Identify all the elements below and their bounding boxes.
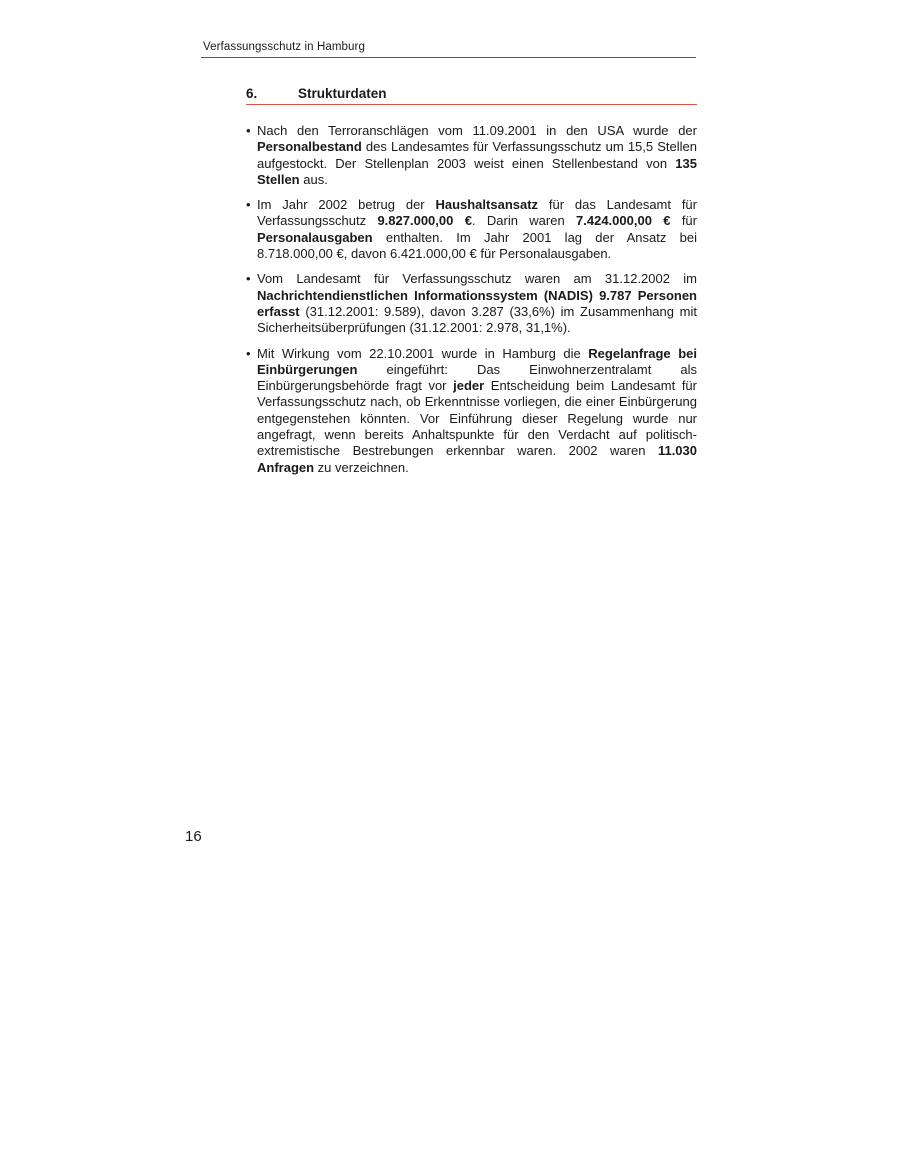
- bullet-text: (31.12.2001: 9.589), davon 3.287 (33,6%) im Zusammenhang mit Sicherheitsüberprüfungen (31.12.2001: 2.978, 31,1%).: [257, 303, 697, 336]
- bullet-text: des Landesamtes für Verfassungsschutz um 15,5 Stellen aufgestockt. Der Stellenplan 2003 weist einen Stellenbestand von: [257, 139, 697, 171]
- bullet-emphasis: 11.030 Anfragen: [257, 443, 697, 475]
- page-number: 16: [185, 828, 202, 845]
- bullet-nadis: [246, 271, 697, 336]
- bullet-emphasis: Nachrichtendienstlichen Informationssystem (NADIS) 9.787 Personen erfasst: [257, 287, 697, 319]
- bullet-dot: •: [246, 345, 251, 361]
- bullet-dot: •: [246, 197, 251, 213]
- bullet-text: Entscheidung beim Landesamt für Verfassungsschutz nach, ob Erkenntnisse vorliegen, die einer Einbürgerung entgegenstehen könnten. Vor Einführung dieser Regelung wurde nur angefragt, wenn bereits Anhaltspunkte für den Verdacht auf politisch-extremistische Bestrebungen erkennbar waren. 2002 waren: [257, 378, 697, 459]
- bullet-dot: •: [246, 123, 251, 138]
- bullet-text: für: [670, 213, 697, 229]
- bullet-text: Im Jahr 2002 betrug der: [257, 197, 436, 213]
- bullet-personalbestand: [246, 123, 697, 188]
- bullet-text: enthalten. Im Jahr 2001 lag der Ansatz bei 8.718.000,00 €, davon 6.421.000,00 € für Personalausgaben.: [257, 229, 697, 262]
- bullet-text: Mit Wirkung vom 22.10.2001 wurde in Hamburg die: [257, 345, 589, 361]
- bullet-text: eingeführt: Das Einwohnerzentralamt als Einbürgerungsbehörde fragt vor: [257, 361, 697, 394]
- running-header: Verfassungsschutz in Hamburg: [203, 41, 365, 53]
- bullet-text: für das Landesamt für Verfassungsschutz: [257, 197, 697, 229]
- section-title: Strukturdaten: [298, 86, 387, 101]
- bullet-emphasis: Haushaltsansatz: [435, 197, 539, 213]
- bullet-emphasis: 135 Stellen: [257, 155, 697, 187]
- bullet-regelanfrage: [246, 346, 697, 476]
- section-number: 6.: [246, 86, 258, 101]
- header-rule: [201, 57, 696, 58]
- bullet-dot: •: [246, 271, 251, 287]
- bullet-text: . Darin waren: [471, 213, 577, 229]
- bullet-emphasis: Regelanfrage bei Einbürgerungen: [257, 345, 697, 377]
- bullet-emphasis: Personalausgaben: [257, 229, 373, 245]
- section-rule: [246, 104, 697, 105]
- bullet-text: Vom Landesamt für Verfassungsschutz waren am 31.12.2002 im: [257, 271, 697, 287]
- bullet-emphasis: 7.424.000,00 €: [576, 213, 671, 229]
- bullet-text: zu verzeichnen.: [314, 459, 409, 475]
- bullet-emphasis: jeder: [453, 378, 485, 394]
- bullet-emphasis: Personalbestand: [257, 139, 362, 155]
- bullet-emphasis: 9.827.000,00 €: [377, 213, 472, 229]
- bullet-list: [246, 123, 697, 485]
- bullet-text: Nach den Terroranschlägen vom 11.09.2001 in den USA wurde der: [257, 123, 697, 138]
- bullet-text: aus.: [299, 171, 328, 187]
- bullet-haushaltsansatz: [246, 197, 697, 262]
